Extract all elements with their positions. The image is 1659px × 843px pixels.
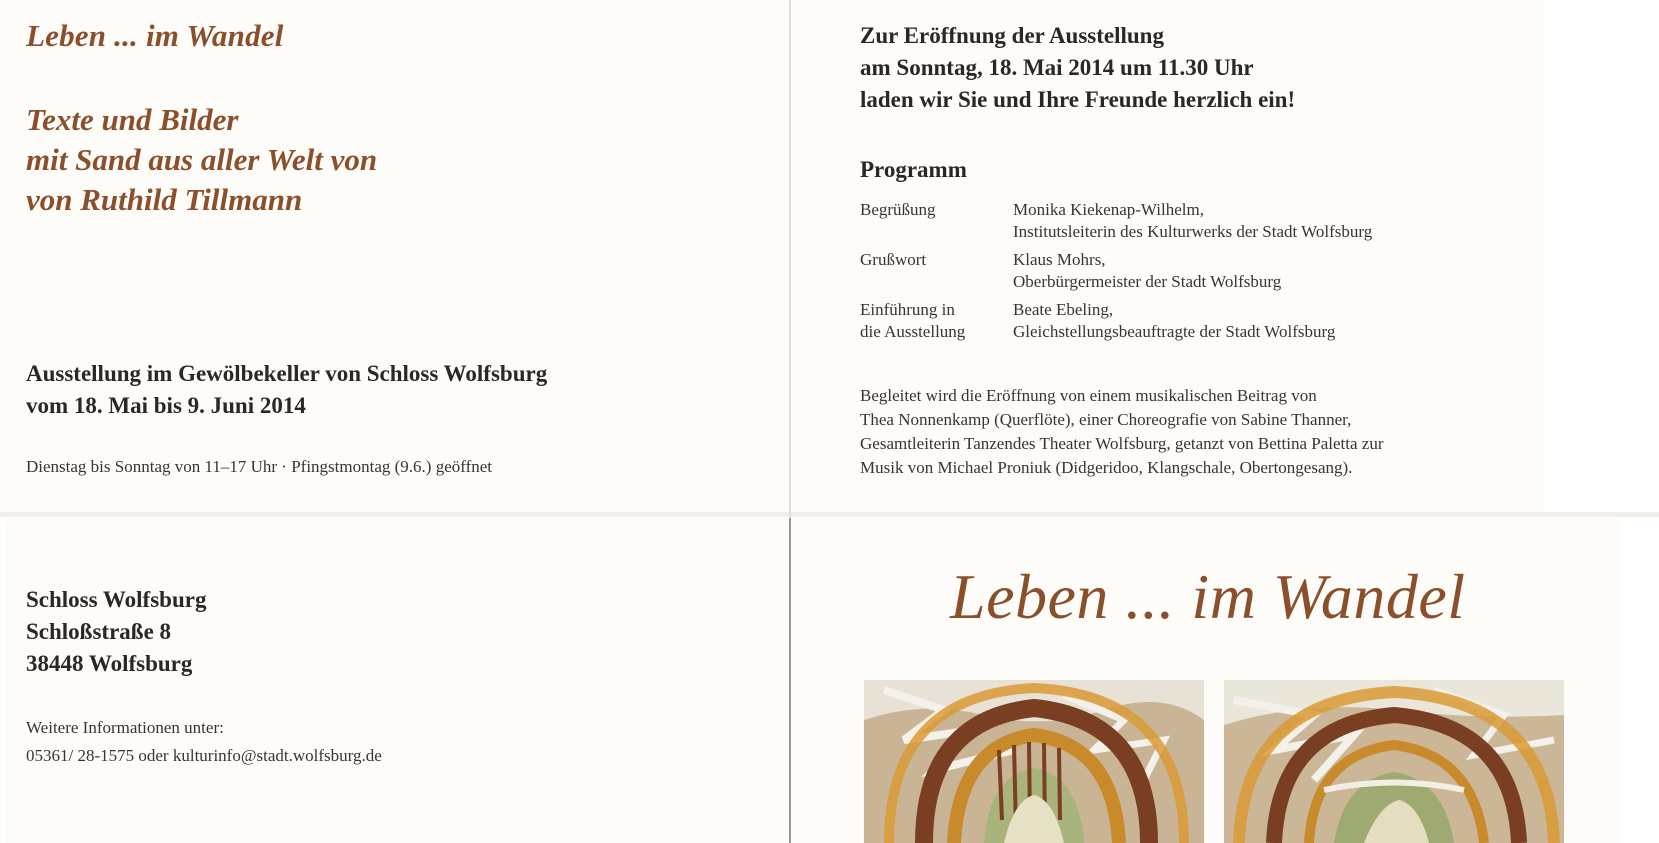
description-line: Gesamtleiterin Tanzendes Theater Wolfsburg, getanzt von Bettina Paletta zur [860, 434, 1384, 453]
program-label-line: die Ausstellung [860, 322, 966, 341]
sand-artwork-image [864, 680, 1204, 843]
program-label-line: Einführung in [860, 300, 955, 319]
program-value [1013, 299, 1335, 343]
program-label-line: Grußwort [860, 250, 927, 269]
invitation-line: laden wir Sie und Ihre Freunde herzlich ein! [860, 87, 1296, 112]
horizontal-fold [0, 512, 1659, 517]
subtitle-line: von Ruthild Tillmann [26, 182, 303, 217]
panel-back-left [6, 518, 789, 843]
program-heading: Programm [860, 157, 967, 182]
event-description [860, 384, 1384, 480]
address-line: 38448 Wolfsburg [26, 651, 193, 676]
program-value [1013, 199, 1372, 243]
invitation-text [860, 20, 1295, 116]
panel-front-left [0, 0, 790, 512]
subtitle-line: Texte und Bilder [26, 102, 239, 137]
exhibition-line: vom 18. Mai bis 9. Juni 2014 [26, 393, 306, 418]
description-line: Thea Nonnenkamp (Querflöte), einer Choreografie von Sabine Thanner, [860, 410, 1352, 429]
program-value-line: Klaus Mohrs, [1013, 250, 1106, 269]
invitation-line: Zur Eröffnung der Ausstellung [860, 23, 1164, 48]
invitation-line: am Sonntag, 18. Mai 2014 um 11.30 Uhr [860, 55, 1254, 80]
info-line: 05361/ 28-1575 oder kulturinfo@stadt.wolfsburg.de [26, 746, 382, 765]
description-line: Musik von Michael Proniuk (Didgeridoo, Klangschale, Obertongesang). [860, 458, 1353, 477]
program-value-line: Monika Kiekenap-Wilhelm, [1013, 200, 1204, 219]
contact-info [26, 714, 382, 770]
exhibition-info [26, 358, 547, 422]
program-label [860, 199, 1010, 221]
flyer-title: Leben ... im Wandel [26, 18, 284, 53]
program-label [860, 249, 1010, 271]
info-line: Weitere Informationen unter: [26, 718, 224, 737]
address-line: Schloßstraße 8 [26, 619, 172, 644]
program-value-line: Institutsleiterin des Kulturwerks der Stadt Wolfsburg [1013, 222, 1373, 241]
exhibition-line: Ausstellung im Gewölbekeller von Schloss Wolfsburg [26, 361, 548, 386]
address-line: Schloss Wolfsburg [26, 587, 207, 612]
program-value-line: Gleichstellungsbeauftragte der Stadt Wolfsburg [1013, 322, 1336, 341]
vertical-fold-lower [789, 518, 791, 843]
flyer-subtitle [26, 100, 377, 220]
program-label [860, 299, 1010, 343]
description-line: Begleitet wird die Eröffnung von einem musikalischen Beitrag von [860, 386, 1317, 405]
opening-hours: Dienstag bis Sonntag von 11–17 Uhr · Pfingstmontag (9.6.) geöffnet [26, 457, 493, 476]
program-label-line: Begrüßung [860, 200, 936, 219]
program-value [1013, 249, 1281, 293]
program-value-line: Beate Ebeling, [1013, 300, 1114, 319]
subtitle-line: mit Sand aus aller Welt von [26, 142, 378, 177]
venue-address [26, 584, 206, 680]
cover-title: Leben ... im Wandel [950, 561, 1466, 632]
program-value-line: Oberbürgermeister der Stadt Wolfsburg [1013, 272, 1282, 291]
sand-artwork-image [1224, 680, 1564, 843]
